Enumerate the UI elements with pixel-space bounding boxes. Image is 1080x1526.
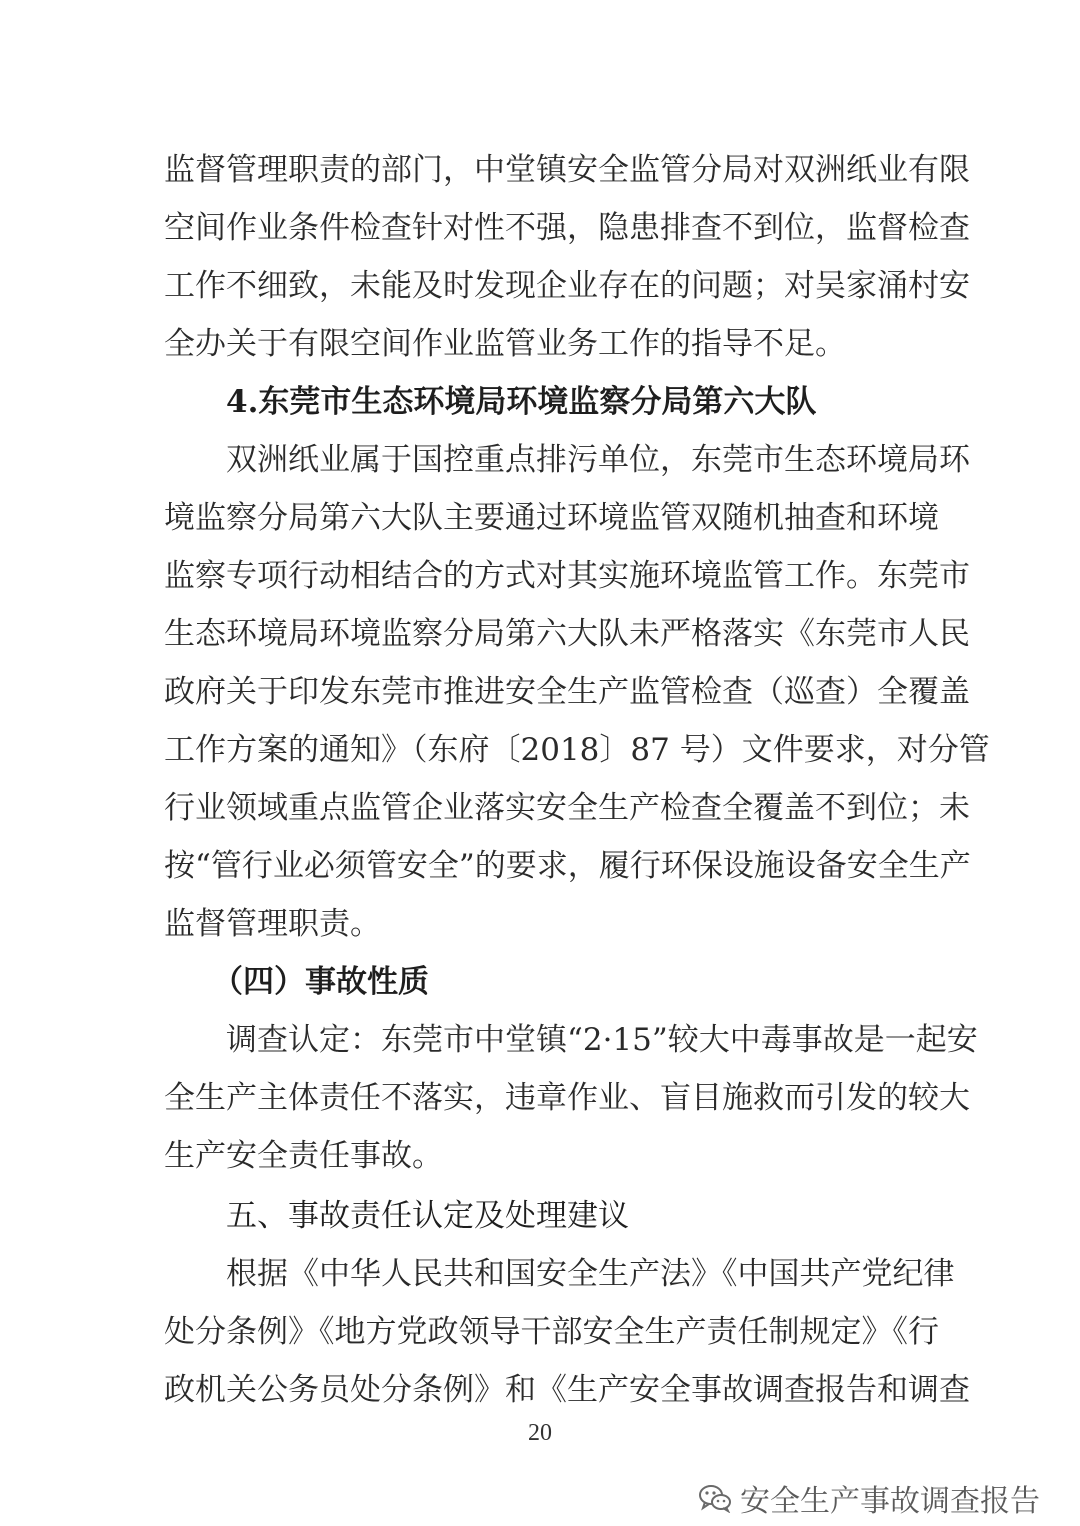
paragraph-line: 空间作业条件检查针对性不强，隐患排查不到位，监督检查 — [164, 210, 970, 246]
watermark-text: 安全生产事故调查报告 — [740, 1484, 1040, 1519]
paragraph-line: 全办关于有限空间作业监管业务工作的指导不足。 — [164, 326, 846, 362]
wechat-icon — [698, 1483, 732, 1513]
paragraph-line: 生态环境局环境监察分局第六大队未严格落实《东莞市人民 — [164, 616, 970, 652]
paragraph-line: 监督管理职责。 — [164, 906, 381, 942]
paragraph-line: 政府关于印发东莞市推进安全生产监管检查（巡查）全覆盖 — [164, 674, 970, 710]
paragraph-line: 双洲纸业属于国控重点排污单位，东莞市生态环境局环 — [226, 442, 970, 478]
paragraph-line: 政机关公务员处分条例》和《生产安全事故调查报告和调查 — [164, 1372, 970, 1408]
paragraph-line: 处分条例》《地方党政领导干部安全生产责任制规定》《行 — [164, 1314, 939, 1350]
page-number: 20 — [528, 1420, 552, 1446]
paragraph-line: 工作不细致，未能及时发现企业存在的问题；对吴家涌村安 — [164, 268, 970, 304]
paragraph-line: 工作方案的通知》（东府〔2018〕87 号）文件要求，对分管 — [164, 732, 990, 768]
section-heading-5: 五、事故责任认定及处理建议 — [226, 1198, 629, 1234]
paragraph-line: 监督管理职责的部门，中堂镇安全监管分局对双洲纸业有限 — [164, 152, 970, 188]
paragraph-line: 按“管行业必须管安全”的要求，履行环保设施设备安全生产 — [164, 848, 971, 884]
paragraph-line: 行业领域重点监管企业落实安全生产检查全覆盖不到位；未 — [164, 790, 970, 826]
wechat-watermark — [698, 1478, 1040, 1518]
paragraph-line: 根据《中华人民共和国安全生产法》《中国共产党纪律 — [226, 1256, 955, 1292]
paragraph-line: 境监察分局第六大队主要通过环境监管双随机抽查和环境 — [164, 500, 939, 536]
paragraph-line: 调查认定：东莞市中堂镇“2·15”较大中毒事故是一起安 — [226, 1022, 978, 1058]
paragraph-line: 生产安全责任事故。 — [164, 1138, 443, 1174]
paragraph-line: 监察专项行动相结合的方式对其实施环境监管工作。东莞市 — [164, 558, 970, 594]
section-heading-nature: （四）事故性质 — [212, 964, 429, 1000]
paragraph-line: 全生产主体责任不落实，违章作业、盲目施救而引发的较大 — [164, 1080, 970, 1116]
section-heading-4: 4.东莞市生态环境局环境监察分局第六大队 — [226, 384, 817, 420]
